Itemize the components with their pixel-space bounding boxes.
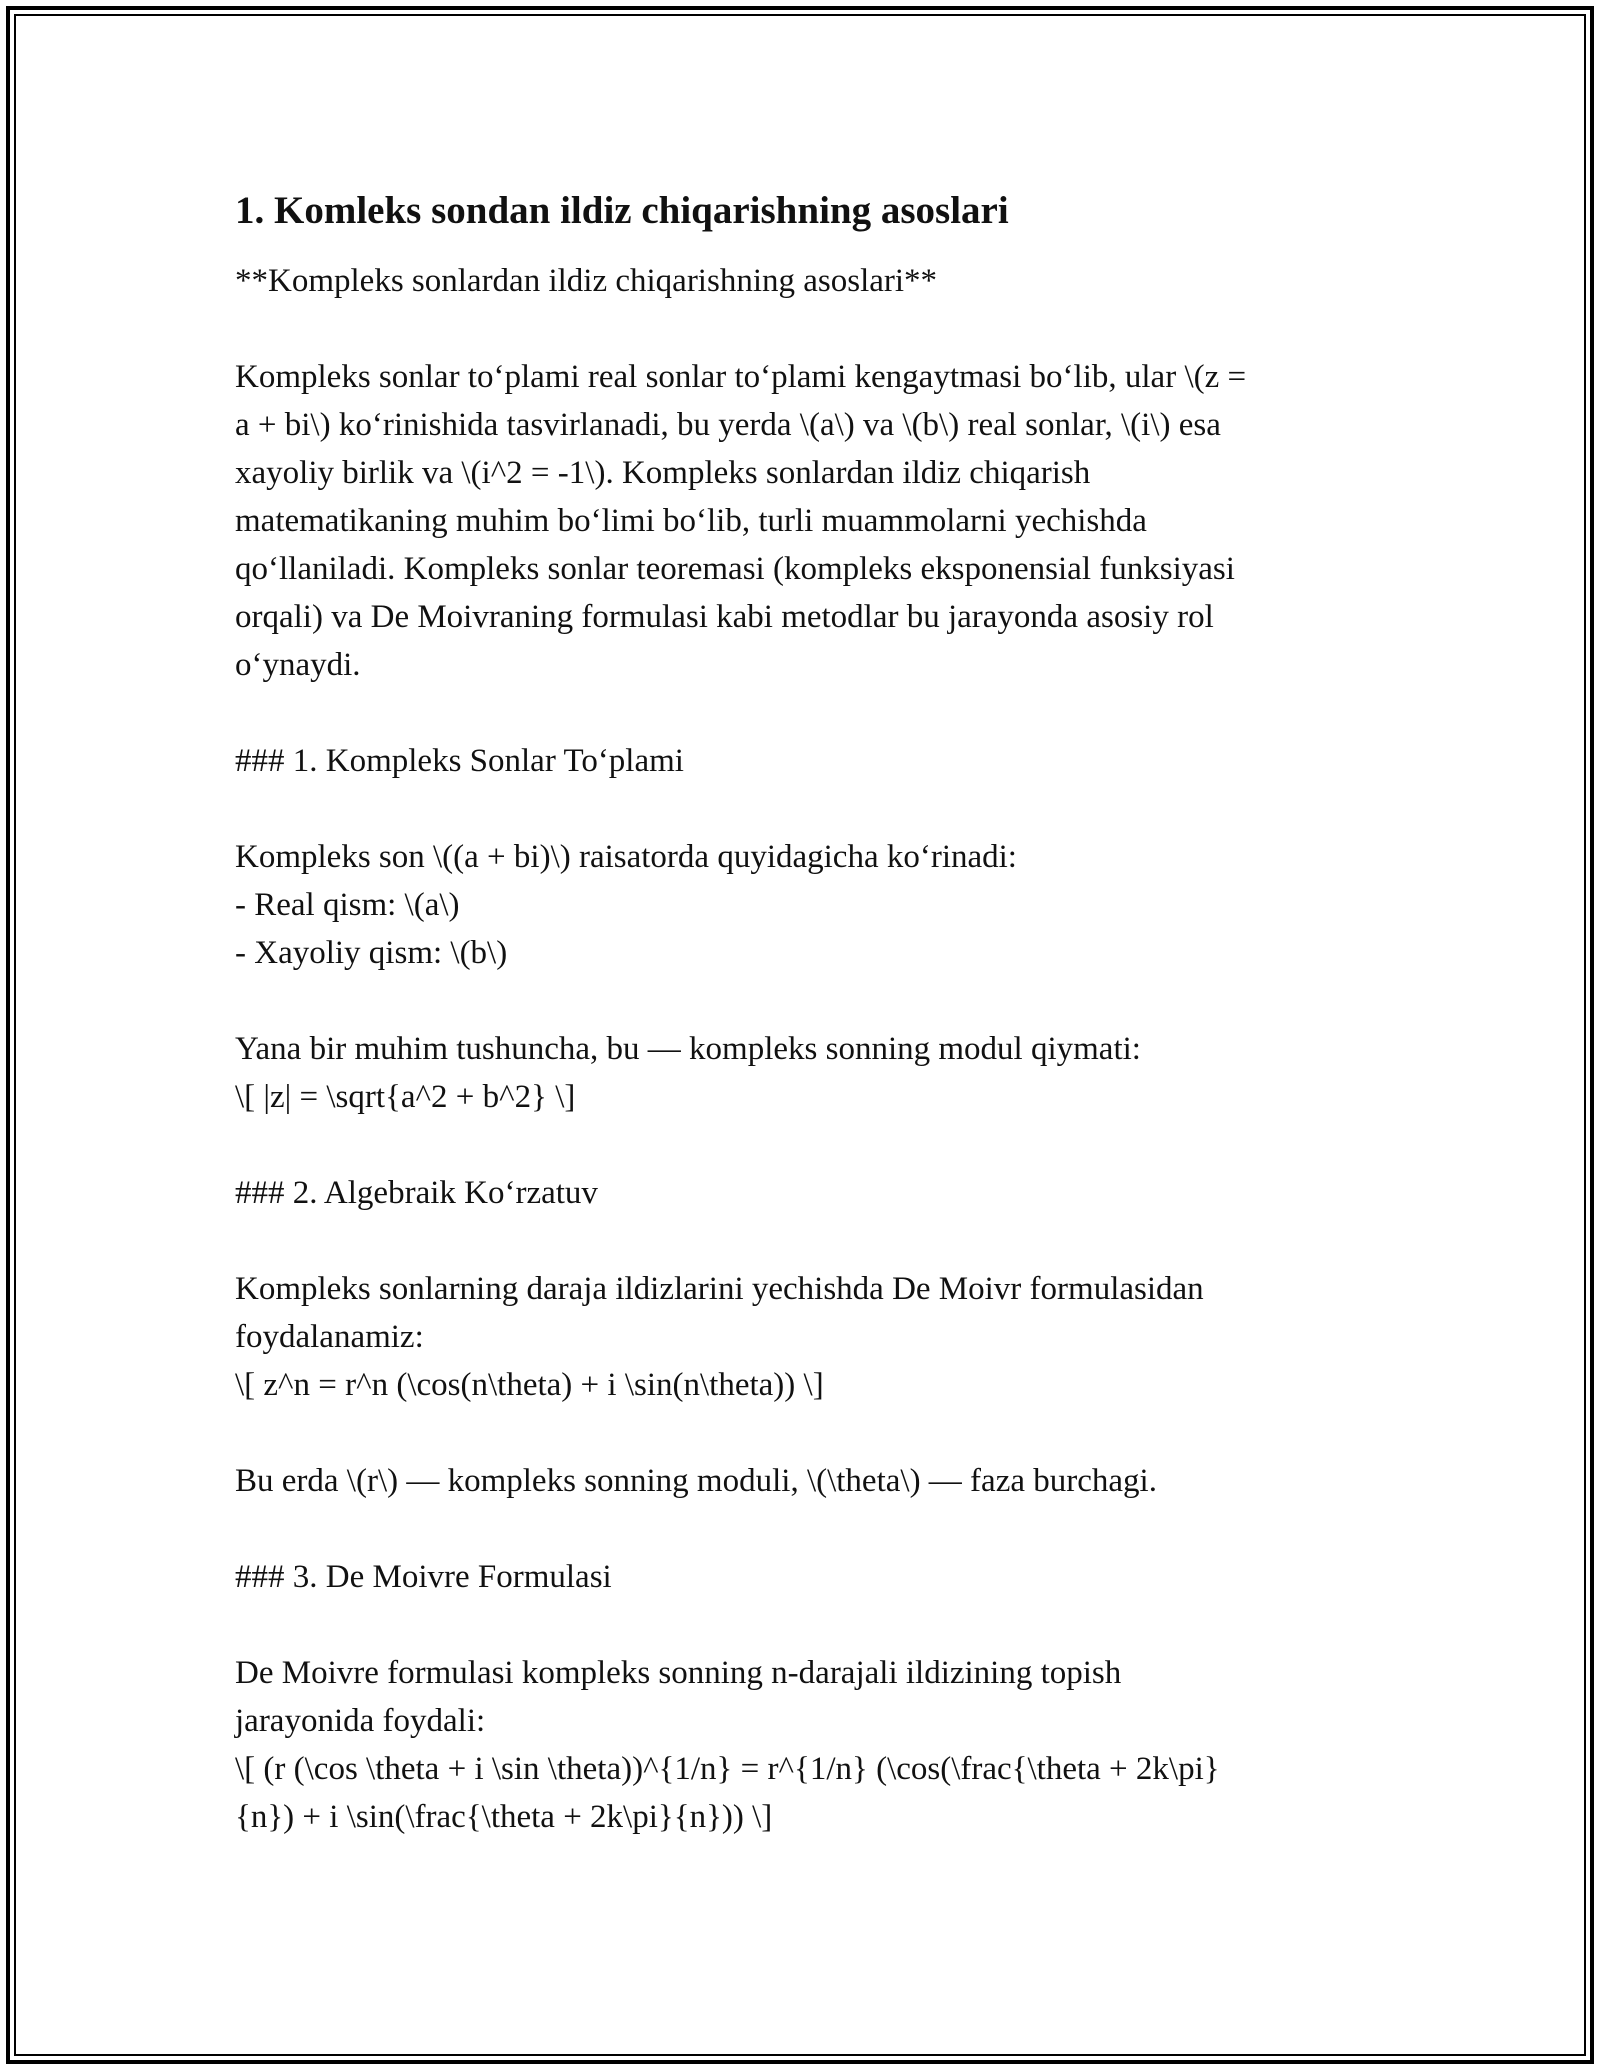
spacer	[235, 977, 1365, 1025]
paragraph-line: Kompleks sonlar to‘plami real sonlar to‘plami kengaytmasi bo‘lib, ular \(z =	[235, 359, 1247, 395]
spacer	[235, 1121, 1365, 1169]
list-item: - Real qism: \(a\)	[235, 887, 460, 923]
document-body	[235, 185, 1365, 1841]
paragraph-line: qo‘llaniladi. Kompleks sonlar teoremasi (kompleks eksponensial funksiyasi	[235, 551, 1235, 587]
formula-line: \[ z^n = r^n (\cos(n\theta) + i \sin(n\theta)) \]	[235, 1367, 824, 1403]
intro-paragraph	[235, 353, 1365, 689]
paragraph-line: foydalanamiz:	[235, 1319, 424, 1355]
paragraph-line: Kompleks sonlarning daraja ildizlarini yechishda De Moivr formulasidan	[235, 1271, 1204, 1307]
modul-paragraph	[235, 1025, 1365, 1121]
section-heading-3: ### 3. De Moivre Formulasi	[235, 1559, 612, 1595]
spacer	[235, 785, 1365, 833]
spacer	[235, 1601, 1365, 1649]
list-item: - Xayoliy qism: \(b\)	[235, 935, 508, 971]
intro-heading: **Kompleks sonlardan ildiz chiqarishning asoslari**	[235, 263, 938, 299]
document-title: 1. Komleks sondan ildiz chiqarishning asoslari	[235, 189, 1009, 232]
paragraph-line: xayoliy birlik va \(i^2 = -1\). Kompleks sonlardan ildiz chiqarish	[235, 455, 1091, 491]
section-1-body	[235, 833, 1365, 977]
paragraph-line: Kompleks son \((a + bi)\) raisatorda quyidagicha ko‘rinadi:	[235, 839, 1017, 875]
formula-line: \[ (r (\cos \theta + i \sin \theta))^{1/n} = r^{1/n} (\cos(\frac{\theta + 2k\pi}	[235, 1751, 1220, 1787]
formula-line: \[ |z| = \sqrt{a^2 + b^2} \]	[235, 1079, 576, 1115]
spacer	[235, 305, 1365, 353]
section-heading-2: ### 2. Algebraik Ko‘rzatuv	[235, 1175, 598, 1211]
formula-line: {n}) + i \sin(\frac{\theta + 2k\pi}{n})) \]	[235, 1799, 773, 1835]
section-3-body	[235, 1649, 1365, 1841]
spacer	[235, 1505, 1365, 1553]
explanation-line: Bu erda \(r\) — kompleks sonning moduli, \(\theta\) — faza burchagi.	[235, 1463, 1157, 1499]
paragraph-line: jarayonida foydali:	[235, 1703, 486, 1739]
paragraph-line: a + bi\) ko‘rinishida tasvirlanadi, bu yerda \(a\) va \(b\) real sonlar, \(i\) esa	[235, 407, 1221, 443]
paragraph-line: o‘ynaydi.	[235, 647, 361, 683]
paragraph-line: orqali) va De Moivraning formulasi kabi metodlar bu jarayonda asosiy rol	[235, 599, 1214, 635]
section-2-body	[235, 1265, 1365, 1409]
spacer	[235, 689, 1365, 737]
paragraph-line: De Moivre formulasi kompleks sonning n-darajali ildizining topish	[235, 1655, 1122, 1691]
section-heading-1: ### 1. Kompleks Sonlar To‘plami	[235, 743, 684, 779]
spacer	[235, 1409, 1365, 1457]
paragraph-line: Yana bir muhim tushuncha, bu — kompleks sonning modul qiymati:	[235, 1031, 1141, 1067]
spacer	[235, 1217, 1365, 1265]
paragraph-line: matematikaning muhim bo‘limi bo‘lib, turli muammolarni yechishda	[235, 503, 1147, 539]
